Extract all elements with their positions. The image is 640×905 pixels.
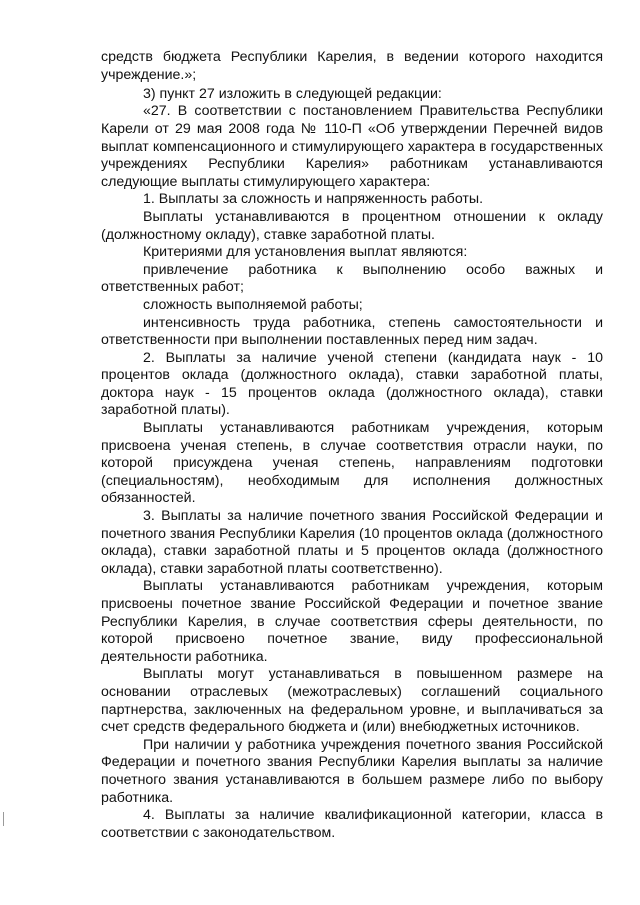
paragraph-point-27: «27. В соответствии с постановлением Правительства Республики Карели от 29 мая 2008 года № 110-П «Об утверждении Перечней видов выплат компенсационного и стимулирующего характера в государственных учреждениях Республики Карелия» работникам устанавливаются следующие выплаты стимулирующего характера: — [101, 103, 603, 190]
paragraph-payment-2-conditions: Выплаты устанавливаются работникам учреждения, которым присвоена ученая степень, в случае соответствия отрасли науки, по которой присуждена ученая степень, направлениям подготовки (специальностям), необходимым для исполнения должностных обязанностей. — [101, 420, 603, 507]
scan-edge-mark — [3, 812, 4, 826]
paragraph-criteria-heading: Критериями для установления выплат являются: — [143, 244, 468, 261]
paragraph-continuation: средств бюджета Республики Карелия, в ведении которого находится учреждение.»; — [101, 49, 603, 83]
document-body — [101, 49, 603, 842]
paragraph-payment-3-choice: При наличии у работника учреждения почетного звания Российской Федерации и почетного звания Республики Карелия выплаты за наличие почетного звания устанавливаются в большем размере либо по выбору работника. — [101, 736, 603, 806]
paragraph-payment-3-conditions: Выплаты устанавливаются работникам учреждения, которым присвоены почетное звание Российской Федерации и почетное звание Республики Карелия, в случае соответствия сферы деятельности, по которой присвоено почетное звание, виду профессиональной деятельности работника. — [101, 578, 603, 665]
paragraph-payment-4: 4. Выплаты за наличие квалификационной категории, класса в соответствии с законодательством. — [101, 807, 603, 841]
paragraph-item-3: 3) пункт 27 изложить в следующей редакции: — [143, 85, 442, 102]
paragraph-criterion-1: привлечение работника к выполнению особо важных и ответственных работ; — [101, 261, 603, 296]
paragraph-payment-3-increased: Выплаты могут устанавливаться в повышенном размере на основании отраслевых (межотраслевых) соглашений социального партнерства, заключенных на федеральном уровне, и выплачиваться за счет средств федерального бюджета и (или) внебюджетных источников. — [101, 666, 603, 736]
paragraph-criterion-2: сложность выполняемой работы; — [143, 296, 363, 313]
paragraph-criterion-3: интенсивность труда работника, степень самостоятельности и ответственности при выполнении поставленных перед ним задач. — [101, 314, 603, 349]
paragraph-payment-1-text: Выплаты устанавливаются в процентном отношении к окладу (должностному окладу), ставке заработной платы. — [101, 208, 603, 243]
paragraph-payment-2: 2. Выплаты за наличие ученой степени (кандидата наук - 10 процентов оклада (должностного оклада), ставки заработной платы, доктора наук - 15 процентов оклада (должностного оклада), ставки заработной платы). — [101, 349, 603, 419]
paragraph-payment-1-heading: 1. Выплаты за сложность и напряженность работы. — [143, 191, 484, 208]
paragraph-payment-3: 3. Выплаты за наличие почетного звания Российской Федерации и почетного звания Республики Карелия (10 процентов оклада (должностного оклада), ставки заработной платы и 5 процентов оклада (должностного оклада), ставки заработной платы соответственно). — [101, 508, 603, 577]
